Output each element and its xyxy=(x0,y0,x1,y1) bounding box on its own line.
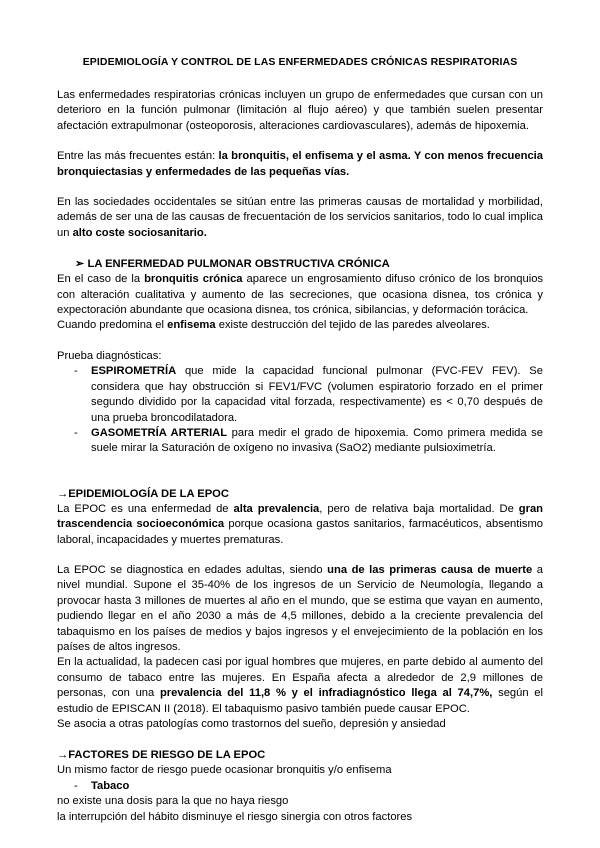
epoc-p2-text-c: existe destrucción del tejido de las paredes alveolares. xyxy=(215,319,490,332)
test-desc-spirometry: que mide la capacidad funcional pulmonar (FVC-FEV FEV). Se considera que hay obstrucción si FEV1/FVC (volumen espiratorio forzado en el primer segundo dividido por la capacidad vital forzada, respectivamente) es < 0,70 después de una prueba broncodilatadora. xyxy=(91,365,543,424)
tests-list xyxy=(57,364,543,456)
dash-bullet: - xyxy=(74,365,78,378)
list-item xyxy=(57,364,543,426)
epoc-heading: ➢ LA ENFERMEDAD PULMONAR OBSTRUCTIVA CRÓNICA xyxy=(75,258,390,271)
risk-paragraph-2: no existe una dosis para la que no haya riesgo xyxy=(57,795,289,808)
epi-p3-text-a: En la actualidad, la padecen casi por igual hombres que mujeres, en parte debido al aumento del consumo de tabaco entre las mujeres. En España afecta a alrededor de 2,9 millones de personas, con una xyxy=(57,656,543,700)
document-title: EPIDEMIOLOGÍA Y CONTROL DE LAS ENFERMEDADES CRÓNICAS RESPIRATORIAS xyxy=(82,56,518,68)
epoc-p2-text-a: Cuando predomina el xyxy=(57,319,168,332)
epidemiology-paragraph-3 xyxy=(57,655,543,717)
epi-p3-bold: prevalencia del 11,8 % y el infradiagnóstico llega al 74,7%, xyxy=(159,687,493,700)
risk-list xyxy=(57,779,543,794)
epidemiology-paragraph-1 xyxy=(57,502,543,548)
document-page xyxy=(57,50,543,825)
list-item xyxy=(57,426,543,457)
risk-heading: →FACTORES DE RIESGO DE LA EPOC xyxy=(57,749,266,762)
intro-paragraph-2 xyxy=(57,149,543,180)
intro-paragraph-3 xyxy=(57,195,543,241)
epi-p1-bold-d: gran trascendencia socioeconómica xyxy=(57,502,543,531)
dash-bullet: - xyxy=(74,426,78,439)
epi-p2-bold: una de las primeras causa de muerte xyxy=(327,563,533,576)
epi-p2-text-a: La EPOC se diagnostica en edades adultas, siendo xyxy=(57,563,328,576)
epi-p1-text-e: porque ocasiona gastos sanitarios, farmacéuticos, absentismo laboral, incapacidades y muertes prematuras. xyxy=(57,518,543,546)
epoc-p1-text-a: En el caso de la xyxy=(57,273,145,286)
dash-bullet: - xyxy=(74,779,78,792)
epidemiology-heading: →EPIDEMIOLOGÍA DE LA EPOC xyxy=(57,487,229,500)
intro-p3-text: En las sociedades occidentales se sitúan entre las primeras causas de mortalidad y morbilidad, además de ser una de las causas de frecuentación de los servicios sanitarios, todo lo cual implica un xyxy=(57,196,543,239)
epidemiology-paragraph-4: Se asocia a otras patologías como trastornos del sueño, depresión y ansiedad xyxy=(57,718,446,730)
epidemiology-paragraph-2 xyxy=(57,563,543,655)
epi-p3-text-c: según el estudio de EPISCAN II (2018). El tabaquismo pasivo también puede causar EPOC. xyxy=(57,687,543,715)
epi-p1-text-a: La EPOC es una enfermedad de xyxy=(57,502,234,515)
epoc-p1-text-c: aparece un engrosamiento difuso crónico de los bronquios con alteración cualitativa y aumento de las secreciones, que ocasiona disnea, tos crónica y expectoración abundante que ocasiona disnea, tos crónica, sibilancias, y deformación torácica. xyxy=(57,273,544,317)
risk-paragraph-3: la interrupción del hábito disminuye el riesgo sinergia con otros factores xyxy=(57,810,413,823)
intro-p3-bold: alto coste sociosanitario. xyxy=(72,226,207,239)
epi-p1-text-c: , pero de relativa baja mortalidad. De xyxy=(319,502,519,515)
test-name-spirometry: ESPIROMETRÍA xyxy=(91,365,177,378)
intro-p2-bold: la bronquitis, el enfisema y el asma. Y con menos frecuencia bronquiectasias y enfermedades de las pequeñas vías. xyxy=(57,150,543,178)
epoc-paragraph-1 xyxy=(57,272,543,318)
intro-p2-text: Entre las más frecuentes están: xyxy=(57,150,219,163)
epoc-p2-bold: enfisema xyxy=(167,319,216,332)
tests-label: Prueba diagnósticas: xyxy=(57,349,162,362)
risk-paragraph-1: Un mismo factor de riesgo puede ocasionar bronquitis y/o enfisema xyxy=(57,764,392,777)
epi-p1-bold-b: alta prevalencia xyxy=(233,502,320,515)
test-desc-gasometry: para medir el grado de hipoxemia. Como primera medida se suele mirar la Saturación de oxígeno no invasiva (SaO2) mediante pulsioximetría. xyxy=(91,426,543,455)
epi-p2-text-c: a nivel mundial. Supone el 35-40% de los ingresos de un Servicio de Neumología, llegando a provocar hasta 3 millones de muertes al año en el mundo, que se estima que vayan en aumento, pudiendo llegar en el año 2030 a más de 4,5 millones, debido a la creciente prevalencia del tabaquismo en los países de medios y bajos ingresos y el envejecimiento de la población en los países de altos ingresos. xyxy=(57,563,543,653)
risk-item-tabaco: Tabaco xyxy=(91,779,130,792)
test-name-gasometry: GASOMETRÍA ARTERIAL xyxy=(91,426,228,439)
list-item xyxy=(57,779,543,794)
epoc-paragraph-2 xyxy=(57,318,543,333)
intro-p1-text: Las enfermedades respiratorias crónicas incluyen un grupo de enfermedades que cursan con un deterioro en la función pulmonar (limitación al flujo aéreo) y que también suelen presentar afectación extrapulmonar (osteoporosis, alteraciones cardiovasculares), además de hipoxemia. xyxy=(57,89,543,132)
intro-paragraph-1 xyxy=(57,88,543,134)
epoc-p1-bold: bronquitis crónica xyxy=(144,273,243,286)
